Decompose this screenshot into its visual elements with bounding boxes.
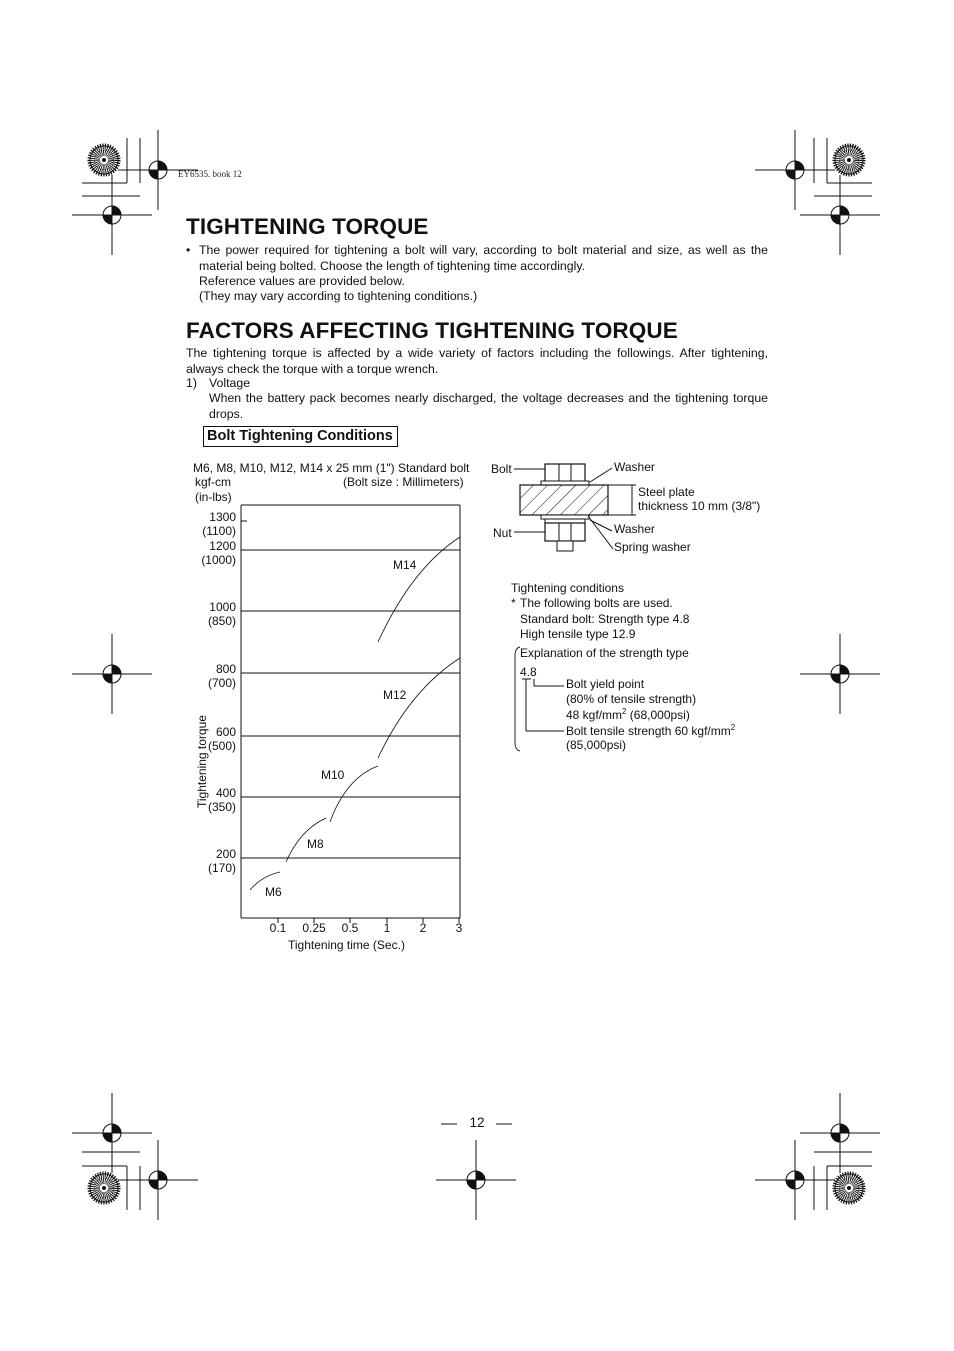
x-tick-label: 3 xyxy=(455,921,463,935)
bullet: • xyxy=(186,243,191,257)
series-label-m6: M6 xyxy=(265,885,282,899)
item-text: When the battery pack becomes nearly discharged, the voltage decreases and the tightening torque drops. xyxy=(209,391,768,421)
plate-thickness-label: thickness 10 mm (3/8") xyxy=(638,499,761,513)
yield-point-label: Bolt yield point xyxy=(566,677,645,691)
y-tick-value: 200 xyxy=(215,847,236,861)
x-axis-label: Tightening time (Sec.) xyxy=(288,938,405,952)
tensile-psi-label: (85,000psi) xyxy=(566,738,627,752)
y-tick-alt-value: (350) xyxy=(207,800,236,814)
x-tick-label: 2 xyxy=(419,921,427,935)
y-unit: kgf-cm xyxy=(195,475,231,489)
y-tick-alt-value: (1000) xyxy=(201,553,236,567)
conditions-star: * xyxy=(511,596,516,610)
chart-subtitle: M6, M8, M10, M12, M14 x 25 mm (1") Standard bolt xyxy=(193,461,470,475)
series-label-m10: M10 xyxy=(321,768,345,782)
book-file-label: EY6535. book 12 xyxy=(178,169,242,179)
section-title-factors: FACTORS AFFECTING TIGHTENING TORQUE xyxy=(186,318,678,343)
washer-top-label: Washer xyxy=(614,460,655,474)
bolt-label: Bolt xyxy=(491,462,512,476)
y-tick-alt-value: (170) xyxy=(207,861,236,875)
item-number: 1) xyxy=(186,376,197,390)
washer-bottom-label: Washer xyxy=(614,522,655,536)
conditions-line-3: High tensile type 12.9 xyxy=(520,627,636,641)
steel-plate-label: Steel plate xyxy=(638,485,695,499)
yield-value-label: 48 kgf/$mm^2$ (68,000psi) xyxy=(566,707,690,722)
y-tick-alt-value: (700) xyxy=(207,676,236,690)
x-tick-label: 0.5 xyxy=(341,921,359,935)
tensile-strength-label: Bolt tensile strength 60 kgf/$mm^2$ xyxy=(566,723,736,738)
item-title: Voltage xyxy=(209,376,251,390)
x-tick-label: 0.1 xyxy=(269,921,287,935)
nut-label: Nut xyxy=(493,526,512,540)
page-number: 12 xyxy=(469,1115,485,1130)
bolt-conditions-title: Bolt Tightening Conditions xyxy=(203,426,398,447)
chart-note: (Bolt size : Millimeters) xyxy=(343,475,464,489)
y-tick-value: 400 xyxy=(215,786,236,800)
x-tick-label: 0.25 xyxy=(302,921,326,935)
y-tick-value: 800 xyxy=(215,662,236,676)
section1-line-2: Reference values are provided below. xyxy=(199,274,405,288)
y-tick-alt-value: (1100) xyxy=(202,524,236,538)
yield-percent-label: (80% of tensile strength) xyxy=(566,692,697,706)
y-tick-value: 1000 xyxy=(209,600,236,614)
strength-explanation: Explanation of the strength type xyxy=(520,646,689,660)
y-tick-value: 1300 xyxy=(209,510,236,524)
section1-paragraph: The power required for tightening a bolt will vary, according to bolt material and size, as well as the material being bolted. Choose the length of tightening time accordingly. xyxy=(199,243,768,273)
y-tick-alt-value: (850) xyxy=(207,614,236,628)
section1-line-3: (They may vary according to tightening conditions.) xyxy=(199,289,478,303)
series-label-m14: M14 xyxy=(393,558,417,572)
series-label-m8: M8 xyxy=(307,837,324,851)
conditions-line-1: The following bolts are used. xyxy=(520,596,673,610)
spring-washer-label: Spring washer xyxy=(614,540,691,554)
y-tick-value: 600 xyxy=(215,725,236,739)
section2-intro: The tightening torque is affected by a wide variety of factors including the followings. After tightening, always check the torque with a torque wrench. xyxy=(186,346,768,376)
y-unit-alt: (in-lbs) xyxy=(195,490,232,504)
y-tick-alt-value: (500) xyxy=(207,739,236,753)
series-label-m12: M12 xyxy=(383,688,407,702)
y-tick-value: 1200 xyxy=(209,539,236,553)
strength-code: 4.8 xyxy=(520,665,537,679)
section-title-tightening-torque: TIGHTENING TORQUE xyxy=(186,214,429,239)
x-tick-label: 1 xyxy=(383,921,391,935)
y-axis-label: Tightening torque xyxy=(195,715,209,808)
conditions-title: Tightening conditions xyxy=(511,581,624,595)
conditions-line-2: Standard bolt: Strength type 4.8 xyxy=(520,612,690,626)
